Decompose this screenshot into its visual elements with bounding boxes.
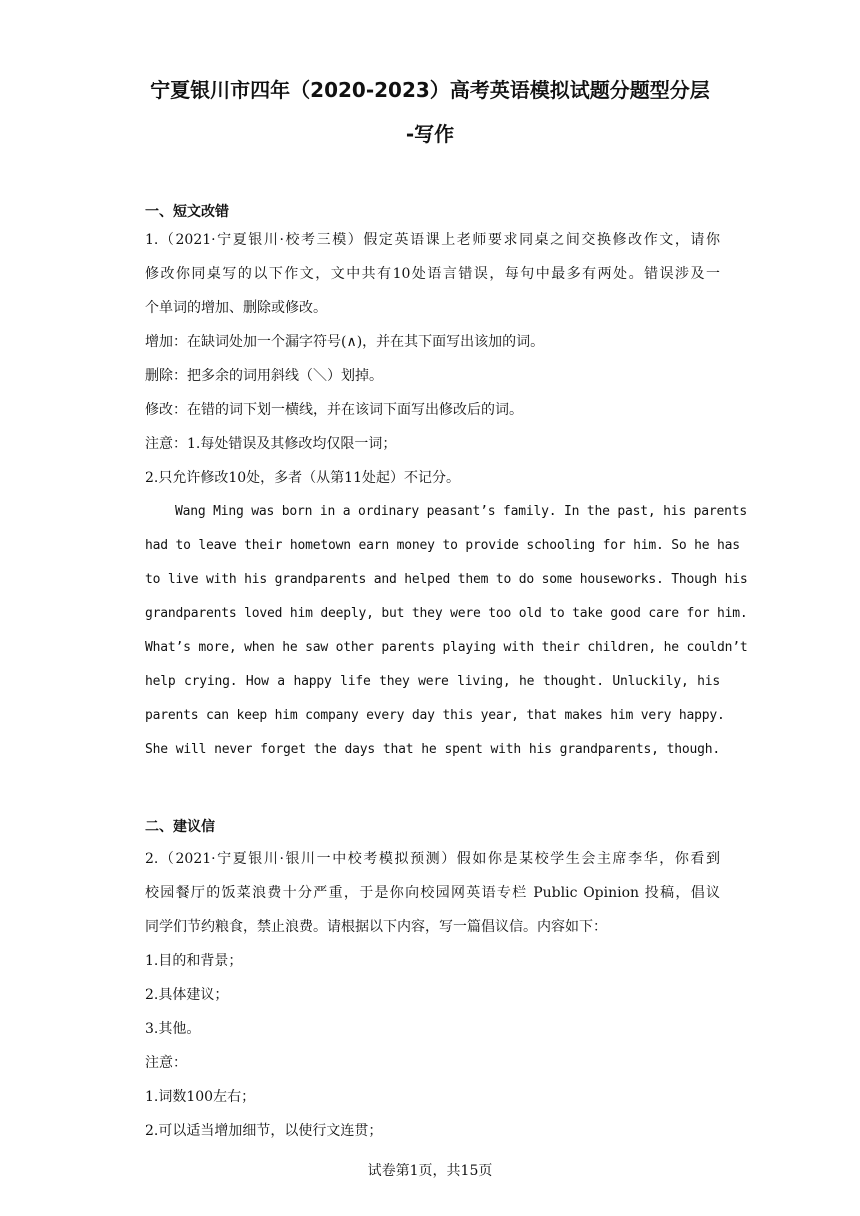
title-line-1: 宁夏银川市四年（2020-2023）高考英语模拟试题分题型分层 xyxy=(150,78,710,102)
question-text-line: 同学们节约粮食，禁止浪费。请根据以下内容，写一篇倡议信。内容如下： xyxy=(145,919,607,935)
note-line: 1.词数100左右； xyxy=(145,1089,256,1105)
note-label: 注意： xyxy=(145,1055,187,1071)
section-heading: 二、建议信 xyxy=(145,819,215,835)
passage-line: What’s more, when he saw other parents playing with their children, he couldn’t xyxy=(145,640,748,655)
question-text-line: 修改你同桌写的以下作文，文中共有10处语言错误，每句中最多有两处。错误涉及一 xyxy=(145,266,720,282)
passage-line: She will never forget the days that he spent with his grandparents, though. xyxy=(145,742,720,757)
question-text-line: 2.（2021·宁夏银川·银川一中校考模拟预测）假如你是某校学生会主席李华，你看到 xyxy=(145,851,720,867)
passage-line: to live with his grandparents and helped them to do some houseworks. Though his xyxy=(145,572,748,587)
passage-line: grandparents loved him deeply, but they were too old to take good care for him. xyxy=(145,606,748,621)
passage-line: help crying. How a happy life they were living, he thought. Unluckily, his xyxy=(145,674,720,689)
instruction-line: 增加：在缺词处加一个漏字符号(∧)，并在其下面写出该加的词。 xyxy=(145,334,545,350)
content-item: 2.具体建议； xyxy=(145,987,229,1003)
section-heading: 一、短文改错 xyxy=(145,204,229,220)
question-text-line: 校园餐厅的饭菜浪费十分严重，于是你向校园网英语专栏 Public Opinion 投稿，倡议 xyxy=(145,885,720,901)
question-text-line: 个单词的增加、删除或修改。 xyxy=(145,300,327,316)
instruction-line: 修改：在错的词下划一横线，并在该词下面写出修改后的词。 xyxy=(145,402,523,418)
note-line: 2.只允许修改10处，多者（从第11处起）不记分。 xyxy=(145,470,460,486)
passage-line: had to leave their hometown earn money to provide schooling for him. So he has xyxy=(145,538,740,553)
content-item: 1.目的和背景； xyxy=(145,953,243,969)
content-item: 3.其他。 xyxy=(145,1021,201,1037)
title-line-2: -写作 xyxy=(405,122,455,146)
note-line: 注意：1.每处错误及其修改均仅限一词； xyxy=(145,436,397,452)
passage-line: Wang Ming was born in a ordinary peasant’s family. In the past, his parents xyxy=(175,504,747,519)
passage-line: parents can keep him company every day this year, that makes him very happy. xyxy=(145,708,725,723)
note-line: 2.可以适当增加细节，以使行文连贯； xyxy=(145,1123,383,1139)
instruction-line: 删除：把多余的词用斜线（＼）划掉。 xyxy=(145,368,383,384)
question-text-line: 1.（2021·宁夏银川·校考三模）假定英语课上老师要求同桌之间交换修改作文，请你 xyxy=(145,232,720,248)
page-footer: 试卷第1页，共15页 xyxy=(367,1163,493,1179)
